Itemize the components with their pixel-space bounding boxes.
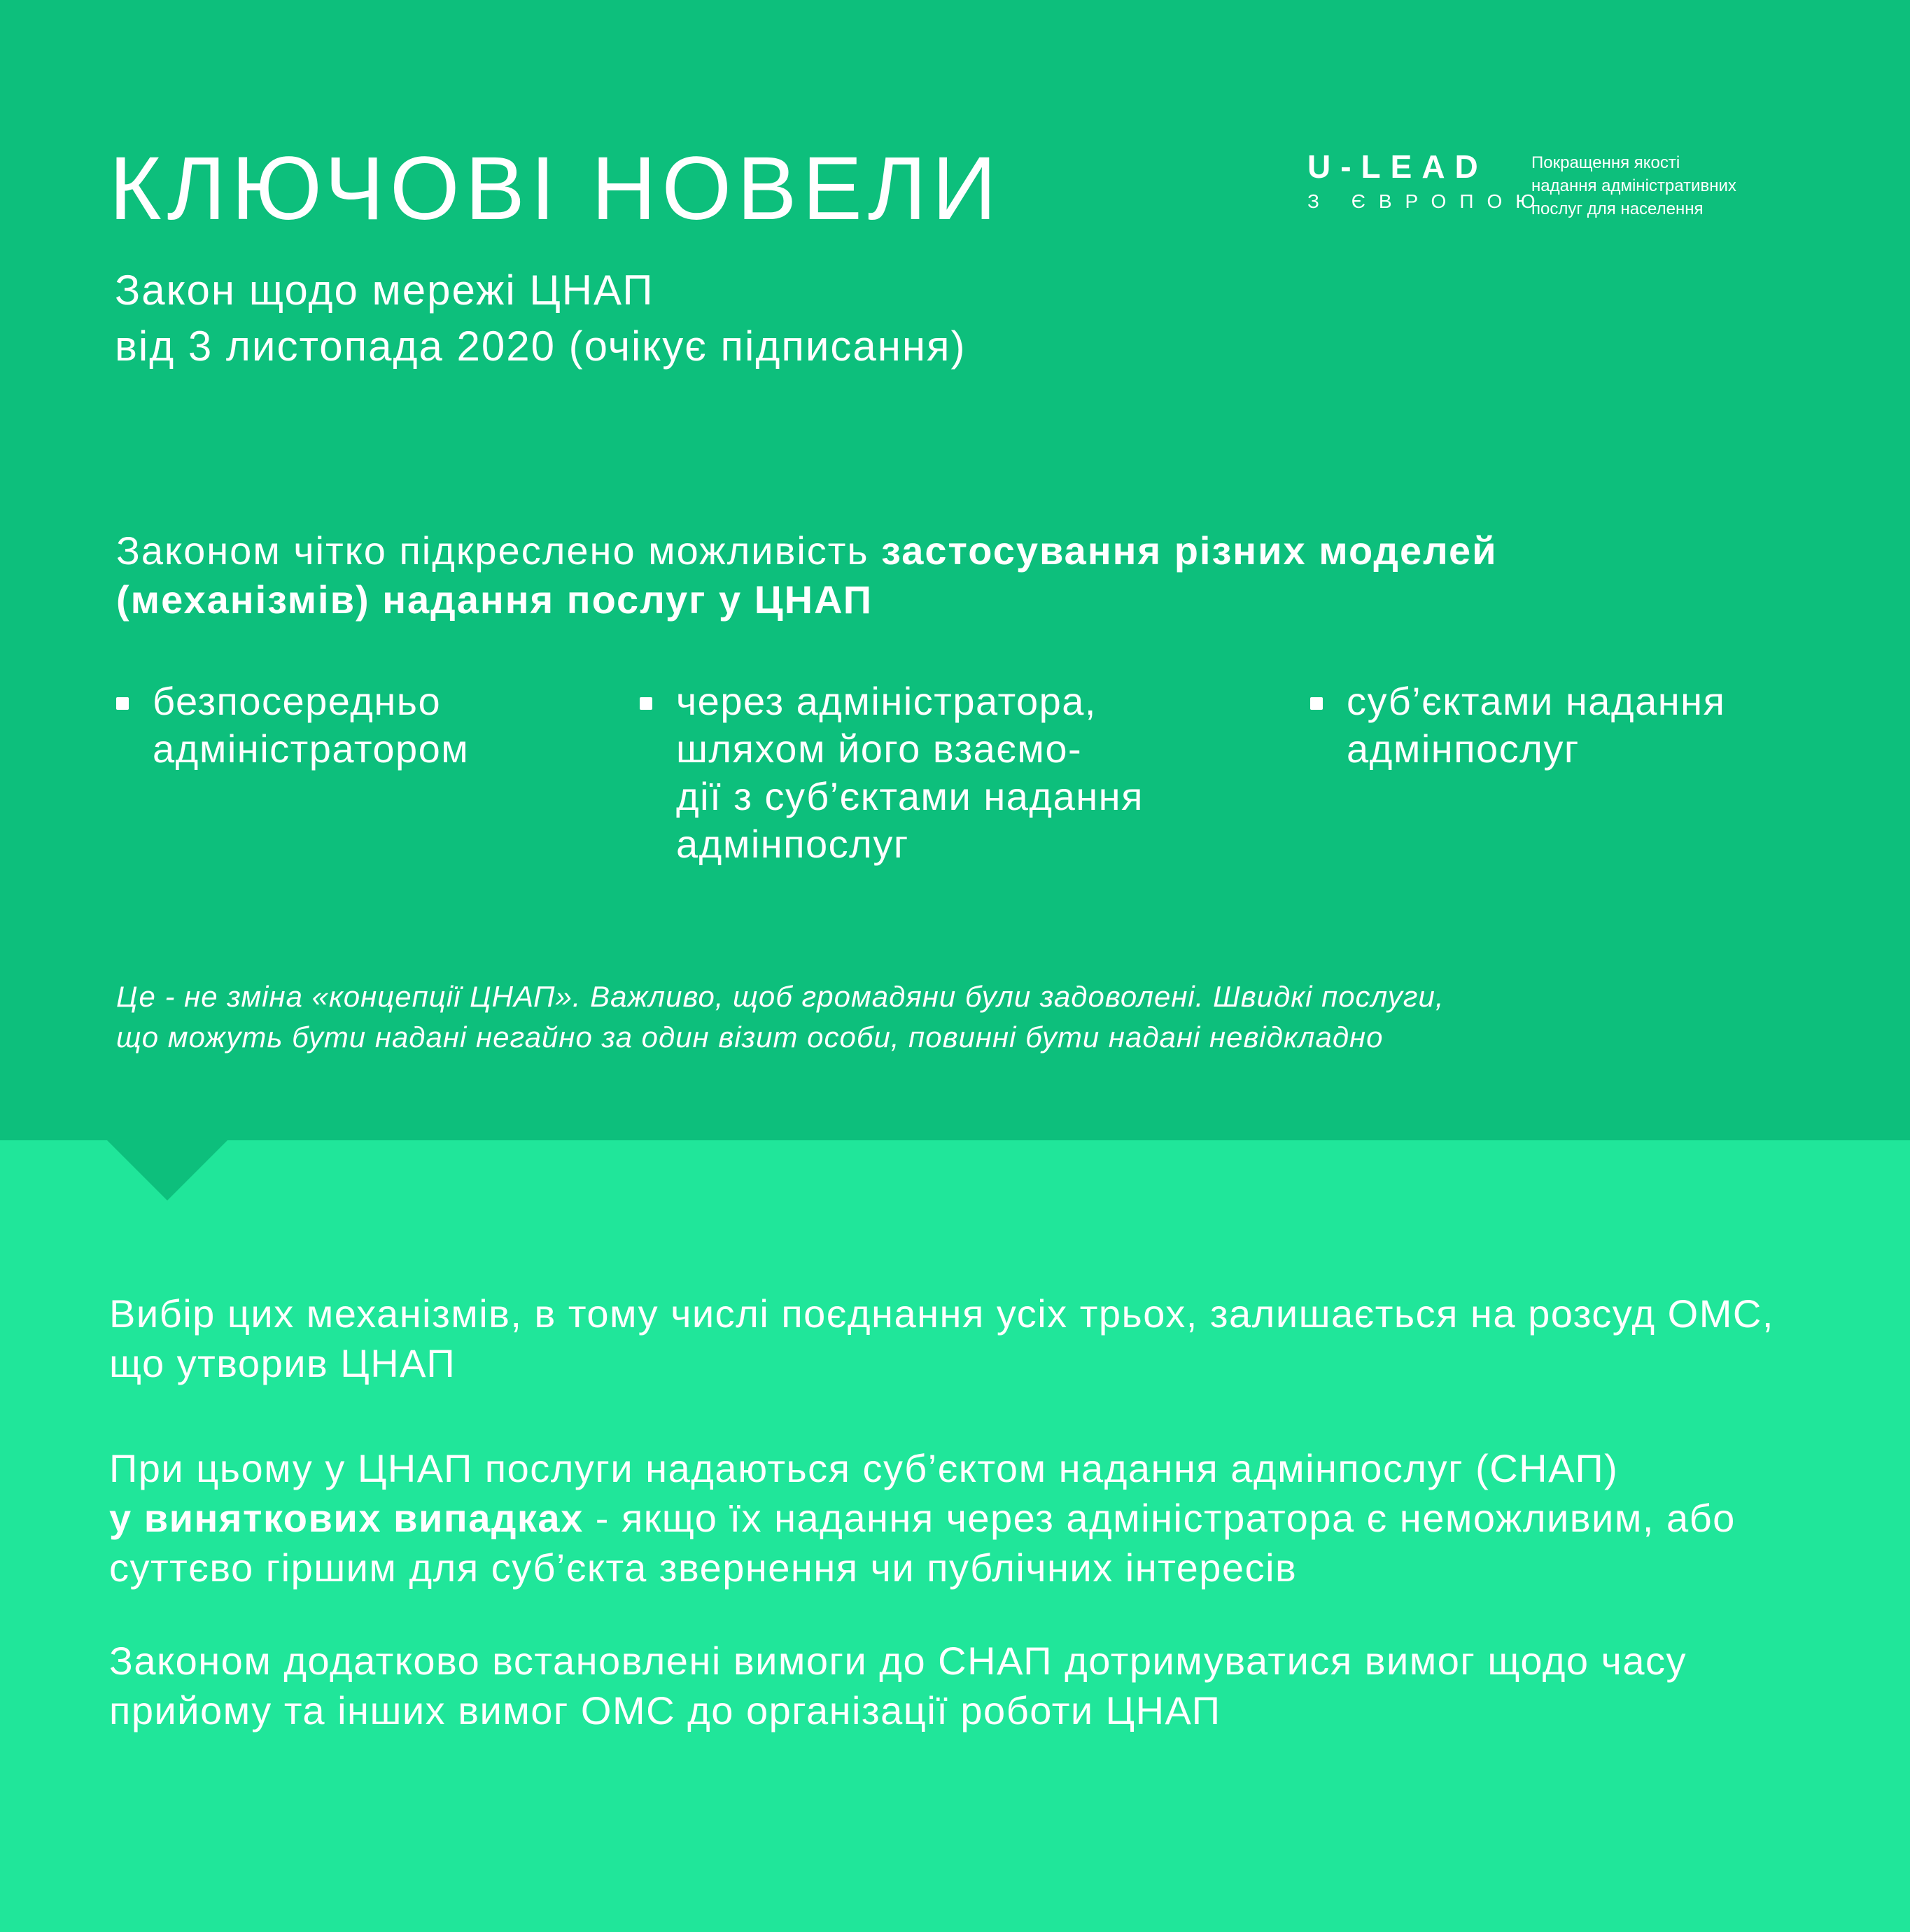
paragraph-exceptions-line1: При цьому у ЦНАП послуги надаються суб’єктом надання адмінпослуг (СНАП) [109, 1446, 1619, 1490]
subtitle-line-2: від 3 листопада 2020 (очікує підписання) [115, 323, 967, 370]
lead-regular: Законом чітко підкреслено можливість [116, 528, 882, 573]
paragraph-choice: Вибір цих механізмів, в тому числі поєднання усіх трьох, залишається на розсуд ОМС, що утворив ЦНАП [109, 1292, 1774, 1385]
list-item-text: безпосередньо адміністратором [153, 679, 470, 771]
mechanism-list [116, 678, 1796, 888]
list-item [640, 678, 1235, 868]
logo-description: Покращення якості надання адміністративних послуг для населення [1531, 153, 1736, 218]
square-bullet-icon [1310, 697, 1323, 710]
list-item [116, 678, 606, 773]
paragraph-exceptions-emphasis: у виняткових випадках [109, 1496, 584, 1540]
list-item-text: через адміністратора, шляхом його взаємо- дії з суб’єктами надання адмінпослуг [676, 679, 1144, 866]
page-subtitle [115, 262, 966, 374]
lead-emphasis: застосування різних моделей (механізмів) надання послуг у ЦНАП [116, 528, 1498, 622]
list-item-text: суб’єктами надання адмінпослуг [1347, 679, 1726, 771]
lead-statement [116, 526, 1726, 624]
logo-brand: U-LEAD [1307, 148, 1488, 185]
paragraph-exceptions-rest: - якщо їх надання через адміністратора є неможливим, або суттєво гіршим для суб’єкта звернення чи публічних інтересів [109, 1496, 1736, 1590]
square-bullet-icon [640, 697, 652, 710]
pointer-arrow-icon [107, 1140, 227, 1200]
subtitle-line-1: Закон щодо мережі ЦНАП [115, 267, 654, 314]
page-title: КЛЮЧОВІ НОВЕЛИ [109, 139, 1002, 239]
u-lead-logo [1307, 147, 1549, 217]
paragraph-requirements: Законом додатково встановлені вимоги до СНАП дотримуватися вимог щодо часу прийому та інших вимог ОМС до організації роботи ЦНАП [109, 1639, 1687, 1732]
paragraph-exceptions [109, 1443, 1824, 1592]
italic-note: Це - не зміна «концепції ЦНАП». Важливо, щоб громадяни були задоволені. Швидкі послуги, що можуть бути надані негайно за один візит особи, повинні бути надані невідкладно [116, 980, 1445, 1054]
square-bullet-icon [116, 697, 129, 710]
logo-tagline: З ЄВРОПОЮ [1307, 190, 1549, 212]
list-item [1310, 678, 1814, 773]
